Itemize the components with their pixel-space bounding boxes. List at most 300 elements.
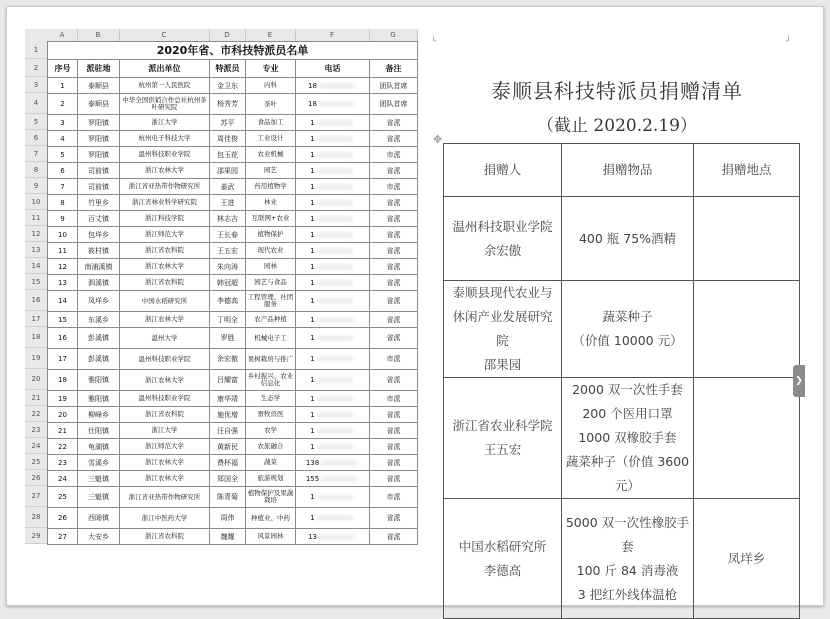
sheet-cell[interactable]: 邵果园 bbox=[210, 163, 246, 179]
sheet-cell[interactable] bbox=[296, 407, 370, 423]
sheet-cell[interactable]: 杭州第一人民医院 bbox=[120, 78, 210, 94]
sheet-cell[interactable]: 王长春 bbox=[210, 227, 246, 243]
phone-prefix: 1 bbox=[310, 493, 315, 501]
redacted-phone bbox=[317, 82, 357, 90]
sheet-cell[interactable] bbox=[296, 147, 370, 163]
row-number[interactable]: 7 bbox=[25, 146, 47, 162]
sheet-cell[interactable]: 浙江师范大学 bbox=[120, 227, 210, 243]
sheet-cell[interactable]: 11 bbox=[48, 243, 78, 259]
sheet-cell[interactable]: 浙江科技学院 bbox=[120, 211, 210, 227]
sheet-cell[interactable]: 杨秀芳 bbox=[210, 94, 246, 115]
sheet-cell[interactable]: 彭溪镇 bbox=[78, 328, 120, 349]
sheet-cell[interactable] bbox=[296, 471, 370, 487]
redacted-phone bbox=[315, 119, 355, 127]
items-cell bbox=[562, 378, 694, 499]
sheet-cell[interactable]: 郑国全 bbox=[210, 471, 246, 487]
sheet-cell[interactable]: 雪溪乡 bbox=[78, 455, 120, 471]
donor-cell bbox=[444, 197, 562, 281]
sheet-cell[interactable]: 韩冠超 bbox=[210, 275, 246, 291]
phone-prefix: 155 bbox=[305, 474, 320, 483]
sheet-cell[interactable] bbox=[296, 131, 370, 147]
row-number[interactable]: 22 bbox=[25, 406, 47, 422]
sheet-cell[interactable]: 19 bbox=[48, 391, 78, 407]
sheet-row bbox=[48, 312, 418, 328]
sheet-cell[interactable] bbox=[296, 370, 370, 391]
sheet-cell[interactable]: 雅阳镇 bbox=[78, 391, 120, 407]
sheet-cell[interactable]: 内科 bbox=[246, 78, 296, 94]
row-number[interactable]: 17 bbox=[25, 311, 47, 327]
sheet-cell[interactable]: 浙江省亚热带作物研究所 bbox=[120, 179, 210, 195]
sheet-cell[interactable] bbox=[296, 78, 370, 94]
phone-prefix: 1 bbox=[310, 426, 315, 435]
sheet-cell[interactable]: 包玉花 bbox=[210, 147, 246, 163]
row-number[interactable]: 13 bbox=[25, 242, 47, 258]
sheet-cell[interactable]: 茶叶 bbox=[246, 94, 296, 115]
sheet-cell[interactable]: 罗阳镇 bbox=[78, 131, 120, 147]
sheet-cell[interactable]: 黄新民 bbox=[210, 439, 246, 455]
sheet-cell[interactable]: 罗阳镇 bbox=[78, 147, 120, 163]
row-number[interactable]: 2 bbox=[25, 59, 47, 77]
phone-prefix: 18 bbox=[308, 81, 317, 90]
sheet-cell[interactable]: 林志吉 bbox=[210, 211, 246, 227]
donor-cell-line: 泰顺县现代农业与休闲产业发展研究院 bbox=[452, 285, 553, 348]
sheet-cell[interactable]: 现代农业 bbox=[246, 243, 296, 259]
redacted-phone bbox=[315, 183, 355, 191]
column-letter[interactable]: B bbox=[77, 29, 120, 41]
redacted-phone bbox=[315, 279, 355, 287]
sheet-cell[interactable]: 省派 bbox=[370, 312, 418, 328]
sheet-cell[interactable]: 省派 bbox=[370, 291, 418, 312]
sheet-cell[interactable]: 6 bbox=[48, 163, 78, 179]
sheet-header-cell: 序号 bbox=[48, 60, 78, 78]
redacted-phone bbox=[315, 247, 355, 255]
sheet-cell[interactable]: 果树栽培与推广 bbox=[246, 349, 296, 370]
sheet-cell[interactable]: 丁明全 bbox=[210, 312, 246, 328]
row-number[interactable]: 8 bbox=[25, 162, 47, 178]
sheet-cell[interactable]: 浙江省农科院 bbox=[120, 275, 210, 291]
sheet-cell[interactable]: 南浦溪镇 bbox=[78, 259, 120, 275]
sheet-cell[interactable] bbox=[296, 349, 370, 370]
items-cell-line: 3 把红外线体温枪 bbox=[577, 586, 678, 602]
place-cell bbox=[694, 281, 800, 378]
sheet-row bbox=[48, 487, 418, 508]
row-number[interactable]: 6 bbox=[25, 130, 47, 146]
sheet-cell[interactable]: 团队首席 bbox=[370, 78, 418, 94]
sheet-cell[interactable]: 食品加工 bbox=[246, 115, 296, 131]
redacted-phone bbox=[317, 533, 357, 541]
redacted-phone bbox=[315, 514, 355, 522]
sheet-cell[interactable]: 省派 bbox=[370, 529, 418, 545]
sheet-cell[interactable]: 浙江大学 bbox=[120, 423, 210, 439]
phone-prefix: 1 bbox=[310, 214, 315, 223]
sheet-cell[interactable]: 18 bbox=[48, 370, 78, 391]
sheet-row bbox=[48, 115, 418, 131]
sheet-cell[interactable]: 14 bbox=[48, 291, 78, 312]
sheet-cell[interactable]: 省派 bbox=[370, 328, 418, 349]
sheet-cell[interactable]: 三魁镇 bbox=[78, 471, 120, 487]
sheet-cell[interactable] bbox=[296, 439, 370, 455]
donation-table bbox=[443, 143, 800, 619]
sheet-cell[interactable]: 竹里乡 bbox=[78, 195, 120, 211]
sheet-cell[interactable]: 东溪乡 bbox=[78, 312, 120, 328]
sheet-cell[interactable]: 9 bbox=[48, 211, 78, 227]
sheet-cell[interactable]: 司前镇 bbox=[78, 163, 120, 179]
column-letter[interactable]: F bbox=[295, 29, 370, 41]
sheet-cell[interactable]: 大安乡 bbox=[78, 529, 120, 545]
sheet-cell[interactable]: 22 bbox=[48, 439, 78, 455]
row-number[interactable]: 19 bbox=[25, 348, 47, 369]
phone-prefix: 1 bbox=[310, 198, 315, 207]
sheet-cell[interactable] bbox=[296, 179, 370, 195]
sheet-cell[interactable]: 2 bbox=[48, 94, 78, 115]
sheet-cell[interactable]: 工业设计 bbox=[246, 131, 296, 147]
sheet-cell[interactable]: 汪自强 bbox=[210, 423, 246, 439]
phone-prefix: 13 bbox=[308, 532, 317, 541]
sheet-cell[interactable]: 13 bbox=[48, 275, 78, 291]
sheet-header-cell: 专业 bbox=[246, 60, 296, 78]
row-number[interactable]: 20 bbox=[25, 369, 47, 390]
sheet-cell[interactable]: 龟湖镇 bbox=[78, 439, 120, 455]
sheet-cell[interactable]: 姜武 bbox=[210, 179, 246, 195]
sheet-cell[interactable] bbox=[296, 94, 370, 115]
sheet-header-cell: 备注 bbox=[370, 60, 418, 78]
phone-prefix: 1 bbox=[310, 297, 315, 305]
sheet-cell[interactable]: 省派 bbox=[370, 163, 418, 179]
row-number[interactable]: 21 bbox=[25, 390, 47, 406]
sheet-row bbox=[48, 391, 418, 407]
sheet-cell[interactable]: 植物保护及果蔬栽培 bbox=[246, 487, 296, 508]
row-number[interactable]: 5 bbox=[25, 114, 47, 130]
sheet-cell[interactable]: 杭州电子科技大学 bbox=[120, 131, 210, 147]
sheet-cell[interactable]: 温州科技职业学院 bbox=[120, 391, 210, 407]
phone-prefix: 1 bbox=[310, 246, 315, 255]
sheet-cell[interactable]: 浙江省亚热带作物研究所 bbox=[120, 487, 210, 508]
sheet-cell[interactable]: 浙江省农科院 bbox=[120, 529, 210, 545]
sheet-cell[interactable]: 21 bbox=[48, 423, 78, 439]
sheet-row bbox=[48, 455, 418, 471]
column-letter[interactable]: G bbox=[369, 29, 418, 41]
sheet-cell[interactable] bbox=[296, 275, 370, 291]
sheet-cell[interactable]: 省派 bbox=[370, 115, 418, 131]
row-number[interactable]: 26 bbox=[25, 470, 47, 486]
row-number[interactable]: 27 bbox=[25, 486, 47, 507]
row-number[interactable]: 23 bbox=[25, 422, 47, 438]
sheet-cell[interactable]: 余宏傲 bbox=[210, 349, 246, 370]
row-number[interactable]: 4 bbox=[25, 93, 47, 114]
redacted-phone bbox=[319, 459, 359, 467]
sheet-cell[interactable] bbox=[296, 243, 370, 259]
sheet-cell[interactable]: 省派 bbox=[370, 423, 418, 439]
sheet-cell[interactable]: 26 bbox=[48, 508, 78, 529]
phone-prefix: 1 bbox=[310, 334, 315, 342]
redacted-phone bbox=[315, 231, 355, 239]
sheet-cell[interactable]: 筱村镇 bbox=[78, 243, 120, 259]
sheet-cell[interactable]: 乡村振兴、农业信息化 bbox=[246, 370, 296, 391]
sheet-cell[interactable]: 3 bbox=[48, 115, 78, 131]
table-move-handle-icon[interactable]: ✥ bbox=[433, 133, 443, 146]
column-letter[interactable]: D bbox=[209, 29, 246, 41]
sheet-cell[interactable]: 王进 bbox=[210, 195, 246, 211]
row-number[interactable]: 1 bbox=[25, 41, 47, 59]
sheet-cell[interactable]: 温州科技职业学院 bbox=[120, 349, 210, 370]
sheet-cell[interactable]: 省派 bbox=[370, 407, 418, 423]
sheet-cell[interactable]: 周佳俊 bbox=[210, 131, 246, 147]
column-letter[interactable]: C bbox=[119, 29, 210, 41]
sheet-cell[interactable]: 百丈镇 bbox=[78, 211, 120, 227]
sheet-cell[interactable]: 泰顺县 bbox=[78, 78, 120, 94]
sheet-cell[interactable]: 泗溪镇 bbox=[78, 275, 120, 291]
sheet-title-row bbox=[48, 42, 418, 60]
sheet-cell[interactable]: 省派 bbox=[370, 259, 418, 275]
sheet-cell[interactable]: 柳峰乡 bbox=[78, 407, 120, 423]
sheet-cell[interactable] bbox=[296, 115, 370, 131]
column-letter[interactable]: E bbox=[245, 29, 296, 41]
sheet-cell[interactable]: 省派 bbox=[370, 211, 418, 227]
sheet-cell[interactable]: 温州科技职业学院 bbox=[120, 147, 210, 163]
sheet-cell[interactable]: 农学 bbox=[246, 423, 296, 439]
sheet-cell[interactable]: 1 bbox=[48, 78, 78, 94]
sheet-title: 2020年省、市科技特派员名单 bbox=[48, 42, 418, 60]
sheet-cell[interactable] bbox=[296, 211, 370, 227]
sheet-header-cell: 特派员 bbox=[210, 60, 246, 78]
phone-prefix: 1 bbox=[310, 166, 315, 175]
items-cell-line: （价值 10000 元） bbox=[572, 333, 683, 348]
sheet-cell[interactable]: 浙江农林大学 bbox=[120, 312, 210, 328]
sheet-cell[interactable]: 康华靖 bbox=[210, 391, 246, 407]
sheet-cell[interactable] bbox=[296, 195, 370, 211]
sheet-cell[interactable]: 费杯福 bbox=[210, 455, 246, 471]
sheet-row bbox=[48, 370, 418, 391]
redacted-phone bbox=[315, 443, 355, 451]
sheet-cell[interactable]: 市派 bbox=[370, 179, 418, 195]
sheet-cell[interactable]: 种植业、中药 bbox=[246, 508, 296, 529]
sheet-cell[interactable]: 工程管理、社团服务 bbox=[246, 291, 296, 312]
sheet-cell[interactable]: 三魁镇 bbox=[78, 487, 120, 508]
redacted-phone bbox=[319, 475, 359, 483]
sheet-cell[interactable]: 西旸镇 bbox=[78, 508, 120, 529]
sheet-row bbox=[48, 179, 418, 195]
sheet-cell[interactable]: 10 bbox=[48, 227, 78, 243]
sheet-header-cell: 派出单位 bbox=[120, 60, 210, 78]
sheet-cell[interactable] bbox=[296, 391, 370, 407]
sheet-cell[interactable]: 魏耀 bbox=[210, 529, 246, 545]
sheet-cell[interactable] bbox=[296, 455, 370, 471]
sheet-cell[interactable] bbox=[296, 291, 370, 312]
sheet-cell[interactable]: 市派 bbox=[370, 391, 418, 407]
sheet-cell[interactable]: 25 bbox=[48, 487, 78, 508]
sheet-cell[interactable]: 王五宏 bbox=[210, 243, 246, 259]
items-cell-line: 蔬菜种子 bbox=[602, 309, 653, 324]
phone-prefix: 1 bbox=[310, 355, 315, 363]
sheet-cell[interactable]: 浙江农林大学 bbox=[120, 471, 210, 487]
donation-row bbox=[444, 378, 800, 499]
sheet-cell[interactable]: 金卫东 bbox=[210, 78, 246, 94]
sheet-cell[interactable]: 省派 bbox=[370, 227, 418, 243]
place-cell bbox=[694, 197, 800, 281]
sheet-cell[interactable]: 团队首席 bbox=[370, 94, 418, 115]
donor-cell-line: 温州科技职业学院 bbox=[452, 218, 553, 234]
sheet-cell[interactable]: 农业机械 bbox=[246, 147, 296, 163]
sheet-cell[interactable]: 中华全国供销合作总社杭州茶叶研究院 bbox=[120, 94, 210, 115]
sheet-cell[interactable]: 20 bbox=[48, 407, 78, 423]
redacted-phone bbox=[315, 199, 355, 207]
sheet-cell[interactable]: 16 bbox=[48, 328, 78, 349]
row-number[interactable]: 11 bbox=[25, 210, 47, 226]
sheet-cell[interactable] bbox=[296, 163, 370, 179]
phone-prefix: 138 bbox=[305, 458, 320, 467]
sheet-cell[interactable]: 省派 bbox=[370, 195, 418, 211]
side-expand-handle-icon[interactable]: ❯ bbox=[793, 365, 805, 397]
items-cell-line: 1000 双橡胶手套 bbox=[578, 430, 677, 445]
sheet-cell[interactable]: 生态学 bbox=[246, 391, 296, 407]
donation-row bbox=[444, 197, 800, 281]
sheet-cell[interactable]: 李德高 bbox=[210, 291, 246, 312]
sheet-cell[interactable]: 浙江大学 bbox=[120, 115, 210, 131]
sheet-cell[interactable]: 省派 bbox=[370, 471, 418, 487]
sheet-cell[interactable]: 温州大学 bbox=[120, 328, 210, 349]
sheet-cell[interactable]: 17 bbox=[48, 349, 78, 370]
sheet-cell[interactable]: 省派 bbox=[370, 243, 418, 259]
donor-cell-line: 余宏傲 bbox=[483, 242, 522, 258]
sheet-cell[interactable]: 市派 bbox=[370, 147, 418, 163]
sheet-cell[interactable]: 浙江农林大学 bbox=[120, 370, 210, 391]
items-cell bbox=[562, 197, 694, 281]
row-number[interactable]: 15 bbox=[25, 274, 47, 290]
sheet-cell[interactable]: 23 bbox=[48, 455, 78, 471]
sheet-cell[interactable]: 省派 bbox=[370, 508, 418, 529]
sheet-cell[interactable]: 园艺 bbox=[246, 163, 296, 179]
sheet-cell[interactable]: 苏平 bbox=[210, 115, 246, 131]
row-number[interactable]: 28 bbox=[25, 507, 47, 528]
row-number[interactable]: 29 bbox=[25, 528, 47, 544]
sheet-cell[interactable]: 彭溪镇 bbox=[78, 349, 120, 370]
sheet-cell[interactable]: 旅游规划 bbox=[246, 471, 296, 487]
row-number[interactable]: 12 bbox=[25, 226, 47, 242]
sheet-cell[interactable]: 浙江师范大学 bbox=[120, 439, 210, 455]
sheet-cell[interactable]: 省派 bbox=[370, 275, 418, 291]
sheet-cell[interactable] bbox=[296, 227, 370, 243]
redacted-phone bbox=[315, 167, 355, 175]
redacted-phone bbox=[315, 263, 355, 271]
sheet-cell[interactable]: 风景园林 bbox=[246, 529, 296, 545]
sheet-cell[interactable]: 罗阳镇 bbox=[78, 115, 120, 131]
sheet-cell[interactable] bbox=[296, 423, 370, 439]
items-cell bbox=[562, 281, 694, 378]
sheet-cell[interactable] bbox=[296, 312, 370, 328]
sheet-cell[interactable]: 吕耀富 bbox=[210, 370, 246, 391]
sheet-cell[interactable]: 浙江省林业科学研究院 bbox=[120, 195, 210, 211]
sheet-cell[interactable]: 中国水稻研究所 bbox=[120, 291, 210, 312]
sheet-cell[interactable]: 园林 bbox=[246, 259, 296, 275]
sheet-cell[interactable]: 15 bbox=[48, 312, 78, 328]
sheet-row bbox=[48, 243, 418, 259]
sheet-row bbox=[48, 94, 418, 115]
sheet-cell[interactable]: 27 bbox=[48, 529, 78, 545]
sheet-cell[interactable]: 仕阳镇 bbox=[78, 423, 120, 439]
sheet-cell[interactable]: 12 bbox=[48, 259, 78, 275]
donation-row bbox=[444, 499, 800, 619]
sheet-row bbox=[48, 291, 418, 312]
sheet-cell[interactable]: 包垟乡 bbox=[78, 227, 120, 243]
sheet-cell[interactable]: 互联网+农业 bbox=[246, 211, 296, 227]
sheet-cell[interactable]: 植物保护 bbox=[246, 227, 296, 243]
row-number[interactable]: 24 bbox=[25, 438, 47, 454]
sheet-cell[interactable] bbox=[296, 529, 370, 545]
sheet-cell[interactable]: 陈青菊 bbox=[210, 487, 246, 508]
sheet-cell[interactable]: 省派 bbox=[370, 370, 418, 391]
sheet-cell[interactable]: 农产品种植 bbox=[246, 312, 296, 328]
sheet-cell[interactable]: 施优增 bbox=[210, 407, 246, 423]
sheet-cell[interactable]: 24 bbox=[48, 471, 78, 487]
sheet-cell[interactable]: 药用植物学 bbox=[246, 179, 296, 195]
row-number[interactable]: 16 bbox=[25, 290, 47, 311]
sheet-cell[interactable]: 浙江农林大学 bbox=[120, 455, 210, 471]
phone-prefix: 1 bbox=[310, 514, 315, 522]
sheet-cell[interactable] bbox=[296, 259, 370, 275]
row-number[interactable]: 18 bbox=[25, 327, 47, 348]
sheet-cell[interactable] bbox=[296, 328, 370, 349]
sheet-cell[interactable]: 8 bbox=[48, 195, 78, 211]
row-number[interactable]: 9 bbox=[25, 178, 47, 194]
sheet-cell[interactable]: 罗胜 bbox=[210, 328, 246, 349]
row-number[interactable]: 3 bbox=[25, 77, 47, 93]
sheet-row bbox=[48, 163, 418, 179]
donor-cell-line: 邵果园 bbox=[483, 357, 522, 372]
sheet-cell[interactable]: 周伟 bbox=[210, 508, 246, 529]
sheet-cell[interactable]: 机械电子工 bbox=[246, 328, 296, 349]
sheet-cell[interactable]: 凤垟乡 bbox=[78, 291, 120, 312]
sheet-row bbox=[48, 439, 418, 455]
sheet-cell[interactable]: 省派 bbox=[370, 131, 418, 147]
sheet-cell[interactable]: 朱向涛 bbox=[210, 259, 246, 275]
sheet-cell[interactable]: 市派 bbox=[370, 349, 418, 370]
redacted-phone bbox=[315, 316, 355, 324]
sheet-cell[interactable]: 4 bbox=[48, 131, 78, 147]
items-cell-line: 2000 双一次性手套 bbox=[572, 382, 683, 397]
sheet-cell[interactable]: 雅阳镇 bbox=[78, 370, 120, 391]
sheet-cell[interactable]: 浙江中医药大学 bbox=[120, 508, 210, 529]
sheet-cell[interactable]: 省派 bbox=[370, 439, 418, 455]
sheet-cell[interactable]: 农旅融合 bbox=[246, 439, 296, 455]
page-corner-mark: └ bbox=[431, 37, 437, 47]
sheet-cell[interactable]: 林业 bbox=[246, 195, 296, 211]
sheet-cell[interactable]: 泰顺县 bbox=[78, 94, 120, 115]
row-number[interactable]: 14 bbox=[25, 258, 47, 274]
sheet-cell[interactable]: 浙江省农科院 bbox=[120, 407, 210, 423]
column-letter[interactable]: A bbox=[47, 29, 78, 41]
donor-cell-line: 李德高 bbox=[483, 562, 522, 578]
sheet-cell[interactable]: 5 bbox=[48, 147, 78, 163]
sheet-row bbox=[48, 195, 418, 211]
row-number[interactable]: 25 bbox=[25, 454, 47, 470]
sheet-cell[interactable]: 浙江省农科院 bbox=[120, 243, 210, 259]
sheet-cell[interactable] bbox=[296, 487, 370, 508]
sheet-row bbox=[48, 529, 418, 545]
sheet-cell[interactable]: 浙江农林大学 bbox=[120, 259, 210, 275]
sheet-cell[interactable]: 省派 bbox=[370, 455, 418, 471]
sheet-cell[interactable]: 蔬菜 bbox=[246, 455, 296, 471]
row-number[interactable]: 10 bbox=[25, 194, 47, 210]
sheet-cell[interactable]: 司前镇 bbox=[78, 179, 120, 195]
sheet-cell[interactable]: 园艺与食品 bbox=[246, 275, 296, 291]
sheet-cell[interactable]: 浙江农林大学 bbox=[120, 163, 210, 179]
sheet-cell[interactable]: 7 bbox=[48, 179, 78, 195]
document-page bbox=[429, 29, 805, 602]
donor-cell-line: 浙江省农业科学院 bbox=[452, 418, 553, 433]
sheet-cell[interactable]: 市派 bbox=[370, 487, 418, 508]
sheet-cell[interactable] bbox=[296, 508, 370, 529]
sheet-cell[interactable]: 畜牧兽医 bbox=[246, 407, 296, 423]
